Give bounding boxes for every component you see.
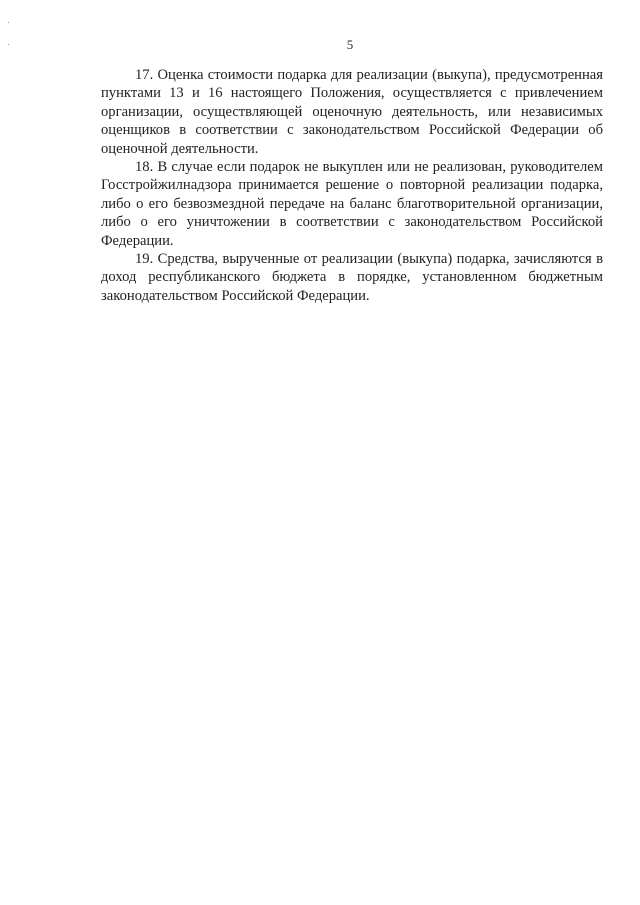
paragraph-17: 17. Оценка стоимости подарка для реализации (выкупа), предусмотренная пунктами 13 и 16 настоящего Положения, осуществляется с привлечением организации, осуществляющей оценочную деятельность, или независимых оценщиков в соответствии с законодательством Российской Федерации об оценочной деятельности. — [101, 67, 603, 157]
paragraph-18: 18. В случае если подарок не выкуплен или не реализован, руководителем Госстройжилнадзора принимается решение о повторной реализации подарка, либо о его безвозмездной передаче на баланс благотворительной организации, либо о его уничтожении в соответствии с законодательством Российской Федерации. — [101, 159, 603, 249]
page-number: 5 — [346, 37, 354, 52]
scan-speck — [8, 22, 9, 23]
paragraph-19: 19. Средства, вырученные от реализации (выкупа) подарка, зачисляются в доход республиканского бюджета в порядке, установленном бюджетным законодательством Российской Федерации. — [101, 251, 603, 304]
document-body — [101, 66, 603, 305]
